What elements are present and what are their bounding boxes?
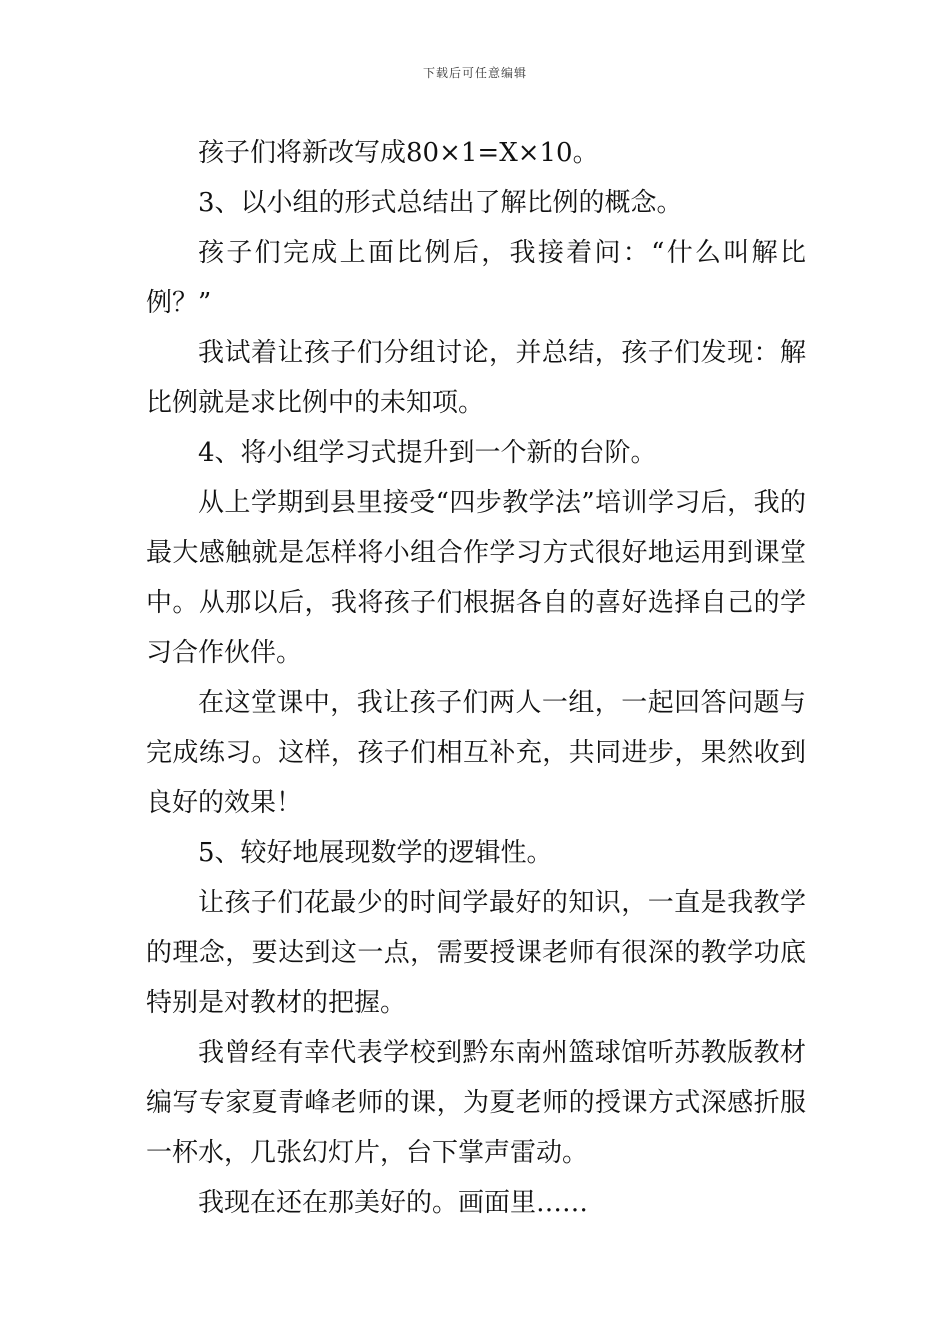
paragraph-3: 孩子们完成上面比例后，我接着问：“什么叫解比例？” [146, 238, 806, 318]
paragraph-5: 4、将小组学习式提升到一个新的台阶。 [198, 438, 657, 468]
page-header-note: 下载后可任意编辑 [422, 66, 527, 80]
document-body [146, 128, 806, 1228]
paragraph-7: 在这堂课中，我让孩子们两人一组，一起回答问题与完成练习。这样，孩子们相互补充，共同进步，果然收到良好的效果！ [146, 688, 806, 818]
paragraph-11: 我现在还在那美好的。画面里…… [198, 1188, 589, 1218]
paragraph-9: 让孩子们花最少的时间学最好的知识，一直是我教学的理念，要达到这一点，需要授课老师有很深的教学功底特别是对教材的把握。 [146, 888, 806, 1018]
paragraph-10: 我曾经有幸代表学校到黔东南州篮球馆听苏教版教材编写专家夏青峰老师的课，为夏老师的授课方式深感折服一杯水，几张幻灯片，台下掌声雷动。 [146, 1038, 806, 1168]
paragraph-4: 我试着让孩子们分组讨论，并总结，孩子们发现：解比例就是求比例中的未知项。 [146, 338, 806, 418]
paragraph-1: 孩子们将新改写成80×1=X×10。 [198, 138, 599, 168]
paragraph-6: 从上学期到县里接受“四步教学法”培训学习后，我的最大感触就是怎样将小组合作学习方式很好地运用到课堂中。从那以后，我将孩子们根据各自的喜好选择自己的学习合作伙伴。 [146, 488, 806, 668]
paragraph-2: 3、以小组的形式总结出了解比例的概念。 [198, 188, 683, 218]
paragraph-8: 5、较好地展现数学的逻辑性。 [198, 838, 553, 868]
